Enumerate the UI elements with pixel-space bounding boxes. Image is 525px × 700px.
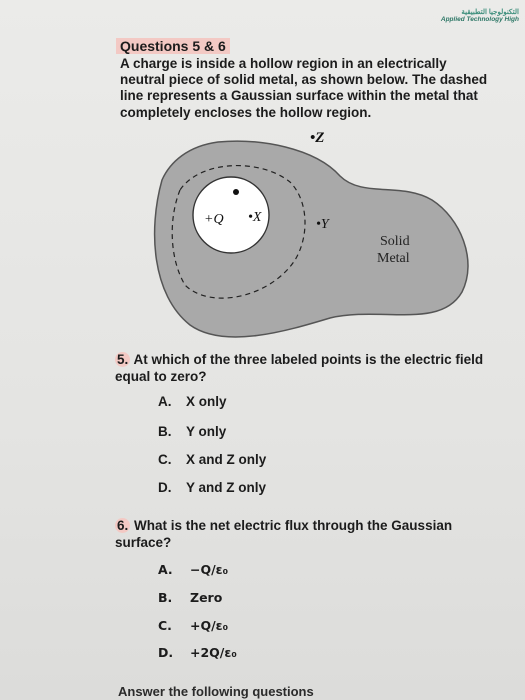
q5-option-a[interactable]: A. X only bbox=[158, 394, 227, 409]
q6-option-b[interactable]: B. Zero bbox=[158, 590, 223, 605]
charge-dot bbox=[233, 189, 239, 195]
footer-instruction: Answer the following questions bbox=[118, 684, 314, 699]
question-5-number: 5. bbox=[117, 352, 129, 367]
q5-option-d[interactable]: D. Y and Z only bbox=[158, 480, 267, 495]
question-6-text: What is the net electric flux through the Gaussian surface? bbox=[115, 518, 453, 550]
q6-option-d[interactable]: D. +2Q/ε₀ bbox=[158, 645, 237, 660]
q5-option-c[interactable]: C. X and Z only bbox=[158, 452, 267, 467]
metal-diagram bbox=[140, 120, 480, 345]
solid-label: Solid bbox=[380, 234, 410, 249]
metal-label: Metal bbox=[377, 251, 410, 266]
school-logo bbox=[441, 8, 519, 23]
charge-label: +Q bbox=[204, 212, 224, 227]
q6-option-c[interactable]: C. +Q/ε₀ bbox=[158, 618, 229, 633]
question-6 bbox=[115, 518, 475, 552]
q5-option-b[interactable]: B. Y only bbox=[158, 424, 227, 439]
logo-english-text: Applied Technology High bbox=[440, 16, 519, 23]
question-5 bbox=[115, 352, 485, 386]
logo-arabic-text: التكنولوجيا التطبيقية bbox=[461, 9, 519, 16]
section-heading: Questions 5 & 6 bbox=[116, 38, 230, 54]
question-6-number: 6. bbox=[117, 518, 129, 533]
point-y-label: •Y bbox=[316, 217, 329, 232]
question-5-text: At which of the three labeled points is the electric field equal to zero? bbox=[115, 352, 484, 384]
q6-option-a[interactable]: A. −Q/ε₀ bbox=[158, 562, 229, 577]
point-x-label: •X bbox=[248, 210, 262, 225]
problem-statement: A charge is inside a hollow region in an electrically neutral piece of solid metal, as shown below. The dashed line represents a Gaussian surface within the metal that completely encloses the hollow region. bbox=[120, 56, 488, 120]
point-z-label: •Z bbox=[310, 130, 325, 146]
